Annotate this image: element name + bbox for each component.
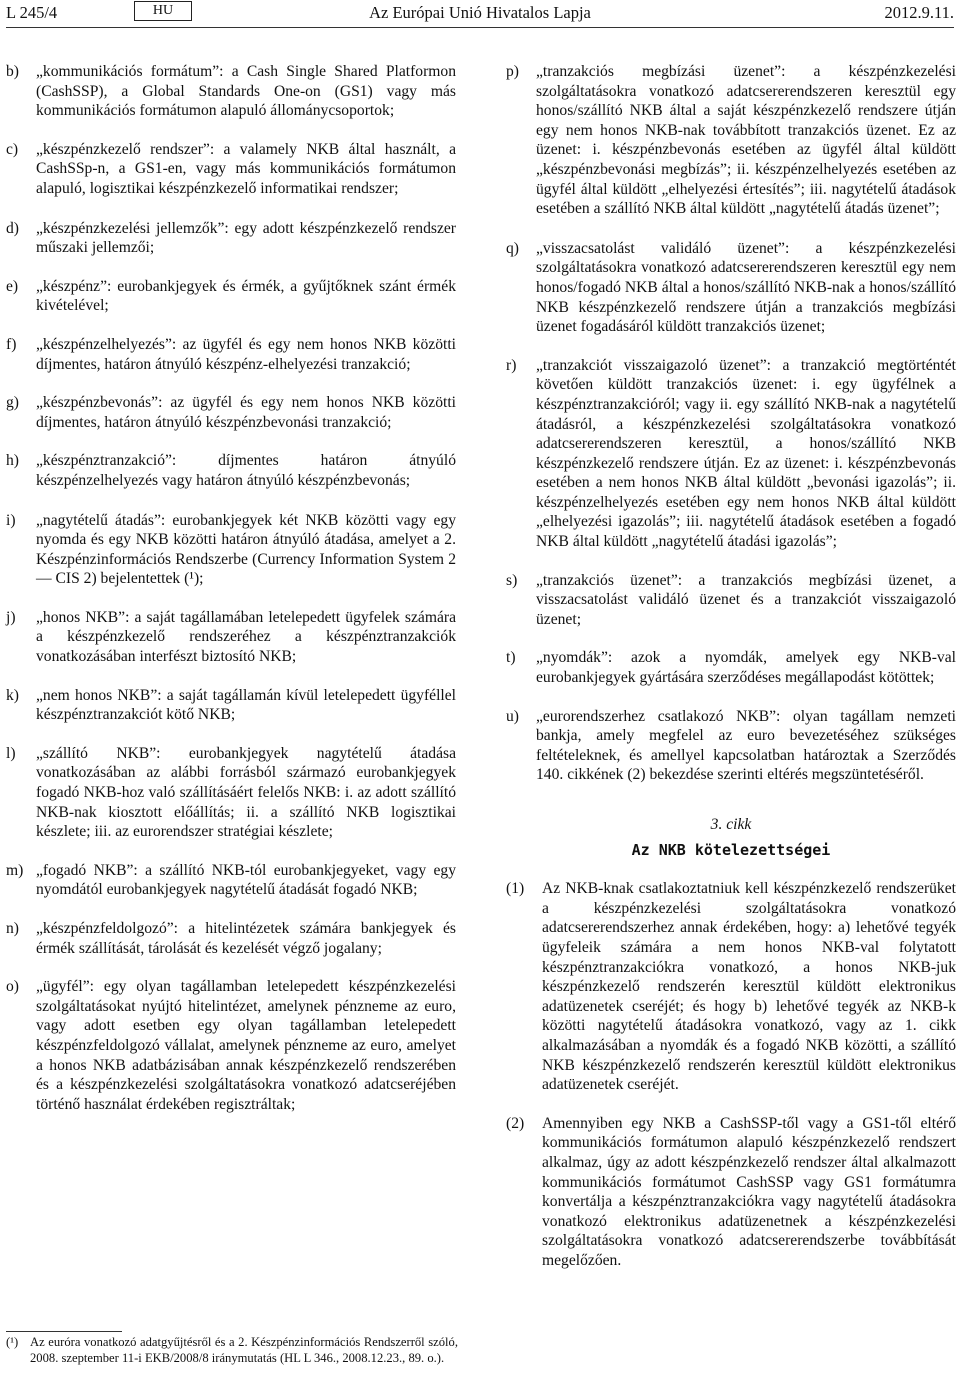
page-header xyxy=(0,0,960,28)
item-text: „készpénzfeldolgozó”: a hitelintézetek számára bankjegyek és érmék szállítását, tárolását és kezelését végző jogalany; xyxy=(36,920,456,957)
item-key: e) xyxy=(6,277,19,295)
paragraph-text: Amennyiben egy NKB a CashSSP-től vagy a GS1-től eltérő kommunikációs formátumon alapuló készpénzkezelő rendszert alkalmaz, úgy az adott készpénzkezelő rendszer által alkalmazott kommunikációs formátumot CashSSP vagy GS1 formátumra konvertálja a készpénztranzakciókra vagy nagytételű átadásokra vonatkozó elektronikus adatüzenetnek a készpénzkezelési szolgáltatásokra vonatkozó adatcsererendszerbe továbbítását megelőzően. xyxy=(542,1114,956,1269)
definition-item xyxy=(6,140,456,199)
definition-item xyxy=(6,511,456,589)
footnote xyxy=(6,1334,458,1366)
item-text: „eurorendszerhez csatlakozó NKB”: olyan tagállam nemzeti bankja, amely megfelel az euro bevezetéséhez szükséges feltételeknek, és amellyel kapcsolatban határoztak a Szerződés 140. cikkének (2) bekezdése szerinti eltérés megszüntetéséről. xyxy=(536,707,956,784)
item-text: „szállító NKB”: eurobankjegyek nagytételű átadása vonatkozásában az alábbi forrásból származó eurobankjegyek fogadó NKB-hoz való szállításáért felelős NKB: i. az adott szállító NKB-nak kiosztott előállítás; ii. a szállító NKB logisztikai készlete; iii. az eurorendszer stratégiai készlete; xyxy=(36,744,456,841)
footnote-rule xyxy=(6,1331,122,1332)
definition-item xyxy=(506,239,956,337)
definition-item xyxy=(6,219,456,258)
item-key: k) xyxy=(6,686,19,704)
item-text: „kommunikációs formátum”: a Cash Single Shared Platformon (CashSSP), a Global Standards One-on (GS1) vagy más kommunikációs formátumon alapuló állománycsoportok; xyxy=(36,63,456,120)
footnote-text: Az euróra vonatkozó adatgyűjtésről és a 2. Készpénzinformációs Rendszerről szóló, 2008. szeptember 11-i EKB/2008/8 iránymutatás (HL L 346., 2008.12.23., 89. o.). xyxy=(30,1335,458,1365)
item-text: „fogadó NKB”: a szállító NKB-tól eurobankjegyeket, vagy egy nyomdától eurobankjegyek nagytételű átadását fogadó NKB; xyxy=(36,861,456,899)
definition-item xyxy=(6,919,456,958)
item-text: „nem honos NKB”: a saját tagállamán kívül letelepedett ügyféllel készpénztranzakciót kötő NKB; xyxy=(36,686,456,724)
item-text: „visszacsatolást validáló üzenet”: a készpénzkezelési szolgáltatásokra vonatkozó adatcsererendszeren keresztül egy nem honos/fogadó NKB által a honos/szállító NKB-nak a honos/szállító NKB készpénzkezelő rendszere útján a tranzakciós megbízási üzenet fogadásáról küldött tranzakciós üzenet; xyxy=(536,239,956,336)
item-text: „tranzakciós megbízási üzenet”: a készpénzkezelési szolgáltatásokra vonatkozó adatcsererendszeren keresztül egy honos/szállító NKB által a saját készpénzkezelő rendszere útján egy nem honos NKB-nak továbbított tranzakciós üzenet. Ez az üzenet: i. készpénzbevonás esetében az ügyfél által küldött „készpénzbevonási megbízás”; ii. készpénzelhelyezés esetében az ügyfél által küldött „elhelyezési értesítés”; iii. nagytételű átadások esetében a szállító NKB által küldött „nagytételű átadás üzenet”; xyxy=(536,63,956,218)
item-text: „készpénzbevonás”: az ügyfél és egy nem honos NKB közötti díjmentes, határon átnyúló készpénzbevonási tranzakció; xyxy=(36,394,456,431)
item-key: r) xyxy=(506,356,517,374)
paragraph-number: (2) xyxy=(506,1114,525,1132)
item-key: s) xyxy=(506,571,518,589)
item-text: „készpénzkezelő rendszer”: a valamely NKB által használt, a CashSSp-n, a GS1-en, vagy más kommunikációs formátumon alapuló, logisztikai készpénzkezelő informatikai rendszer; xyxy=(36,140,456,197)
definition-item xyxy=(506,571,956,630)
item-text: „nagytételű átadás”: eurobankjegyek két NKB közötti vagy egy nyomda és egy NKB közötti határon átnyúló átadása, amelyet a 2. Készpénzinformációs Rendszerbe (Currency Information System 2 — CIS 2) bejelentettek (¹); xyxy=(36,511,456,588)
definition-item xyxy=(6,451,456,490)
definition-item xyxy=(6,335,456,374)
item-text: „honos NKB”: a saját tagállamában letelepedett ügyfelek számára a készpénzkezelő rendszeréhez a készpénztranzakciók vonatkozásában interfészt biztosító NKB; xyxy=(36,608,456,666)
definition-item xyxy=(506,648,956,687)
definition-item xyxy=(6,977,456,1114)
definition-item xyxy=(506,62,956,219)
item-text: „készpénzkezelési jellemzők”: egy adott készpénzkezelő rendszer műszaki jellemzői; xyxy=(36,219,456,257)
item-key: b) xyxy=(6,63,19,80)
definition-item xyxy=(6,277,456,316)
item-key: u) xyxy=(506,707,519,725)
article-paragraph xyxy=(506,1114,956,1271)
item-key: o) xyxy=(6,978,19,996)
paragraph-text: Az NKB-knak csatlakoztatniuk kell készpénzkezelő rendszerüket a készpénzkezelési szolgáltatásokra vonatkozó adatcsererendszerhez annak érdekében, hogy: a) lehetővé tegyék ügyfeleik számára a nem honos NKB-val folytatott készpénztranzakciókra vonatkozó, a honos NKB-juk készpénzkezelő rendszerén keresztül küldött elektronikus adatüzenetek cseréjét; és hogy b) lehetővé tegyék az NKB-k közötti nagytételű átadásokra vonatkozó, vagy az 1. cikk alkalmazásában a nyomdák és a fogadó NKB közötti, a szállító NKB készpénzkezelő rendszerén keresztül küldött elektronikus adatüzenetek cseréjét. xyxy=(542,880,956,1094)
journal-title: Az Európai Unió Hivatalos Lapja xyxy=(369,3,591,22)
item-text: „készpénztranzakció”: díjmentes határon átnyúló készpénzelhelyezés vagy határon átnyúló készpénzbevonás; xyxy=(36,452,456,489)
definition-item xyxy=(506,356,956,552)
article-number: 3. cikk xyxy=(710,816,752,833)
item-text: „készpénz”: eurobankjegyek és érmék, a gyűjtőknek szánt érmék kivételével; xyxy=(36,277,456,315)
publication-date: 2012.9.11. xyxy=(884,3,954,22)
item-key: l) xyxy=(6,744,16,762)
item-key: m) xyxy=(6,861,24,879)
paragraph-number: (1) xyxy=(506,880,525,898)
definition-item xyxy=(6,744,456,842)
item-key: d) xyxy=(6,219,19,237)
definition-item xyxy=(506,707,956,785)
item-key: j) xyxy=(6,608,16,626)
footnote-marker: (¹) xyxy=(6,1335,19,1349)
item-key: h) xyxy=(6,452,19,470)
language-box: HU xyxy=(134,1,192,21)
right-column xyxy=(506,62,956,1270)
item-key: p) xyxy=(506,63,519,80)
header-rule xyxy=(6,27,954,28)
item-text: „ügyfél”: egy olyan tagállamban letelepedett készpénzkezelési szolgáltatásokat nyújtó hitelintézet, amelynek pénzneme az euro, vagy adott esetben egy olyan tagállamban letelepedett készpénzfeldolgozó vállalat, amelynek pénzneme az euro, amelyet a honos NKB adatbázisában annak készpénzkezelő rendszerében és a készpénzkezelési szolgáltatásokra vonatkozó adatcseréjében történő használat érdekében regisztráltak; xyxy=(36,978,456,1113)
article-paragraph xyxy=(506,879,956,1095)
item-key: f) xyxy=(6,335,17,353)
item-key: q) xyxy=(506,239,519,257)
item-key: g) xyxy=(6,394,19,412)
page-number: L 245/4 xyxy=(6,3,58,22)
definition-item xyxy=(6,861,456,900)
definition-item xyxy=(6,393,456,432)
item-key: t) xyxy=(506,649,516,667)
definition-item xyxy=(6,608,456,667)
item-text: „tranzakciós üzenet”: a tranzakciós megbízási üzenet, a visszacsatolást validáló üzenet és a tranzakciót visszaigazoló üzenet; xyxy=(536,571,956,628)
article-title: Az NKB kötelezettségei xyxy=(631,840,831,859)
left-column xyxy=(6,62,456,1114)
definition-item xyxy=(6,62,456,121)
item-key: i) xyxy=(6,511,16,529)
definition-item xyxy=(6,686,456,725)
item-key: n) xyxy=(6,920,19,937)
item-text: „tranzakciót visszaigazoló üzenet”: a tranzakció megtörténtét követően küldött tranzakciós üzenet: i. egy ügyfélnek a készpénztranzakcióról; vagy ii. egy szállító NKB-nak a nagytételű átadásról, a készpénzkezelési szolgáltatásokra vonatkozó adatcsererendszeren keresztül, a honos/szállító NKB készpénzkezelő rendszere útján. Ez az üzenet: i. készpénzbevonás esetében a nem honos NKB által küldött „bevonási igazolás”; ii. készpénzelhelyezés esetében egy nem honos NKB által küldött „elhelyezési igazolás”; iii. nagytételű átadások esetében a fogadó NKB által küldött „nagytételű átadási igazolás”; xyxy=(536,356,956,551)
item-text: „nyomdák”: azok a nyomdák, amelyek egy NKB-val eurobankjegyek gyártására szerződéses megállapodást kötöttek; xyxy=(536,649,956,687)
item-text: „készpénzelhelyezés”: az ügyfél és egy nem honos NKB közötti díjmentes, határon átnyúló készpénz-elhelyezési tranzakció; xyxy=(36,335,456,373)
item-key: c) xyxy=(6,140,19,158)
